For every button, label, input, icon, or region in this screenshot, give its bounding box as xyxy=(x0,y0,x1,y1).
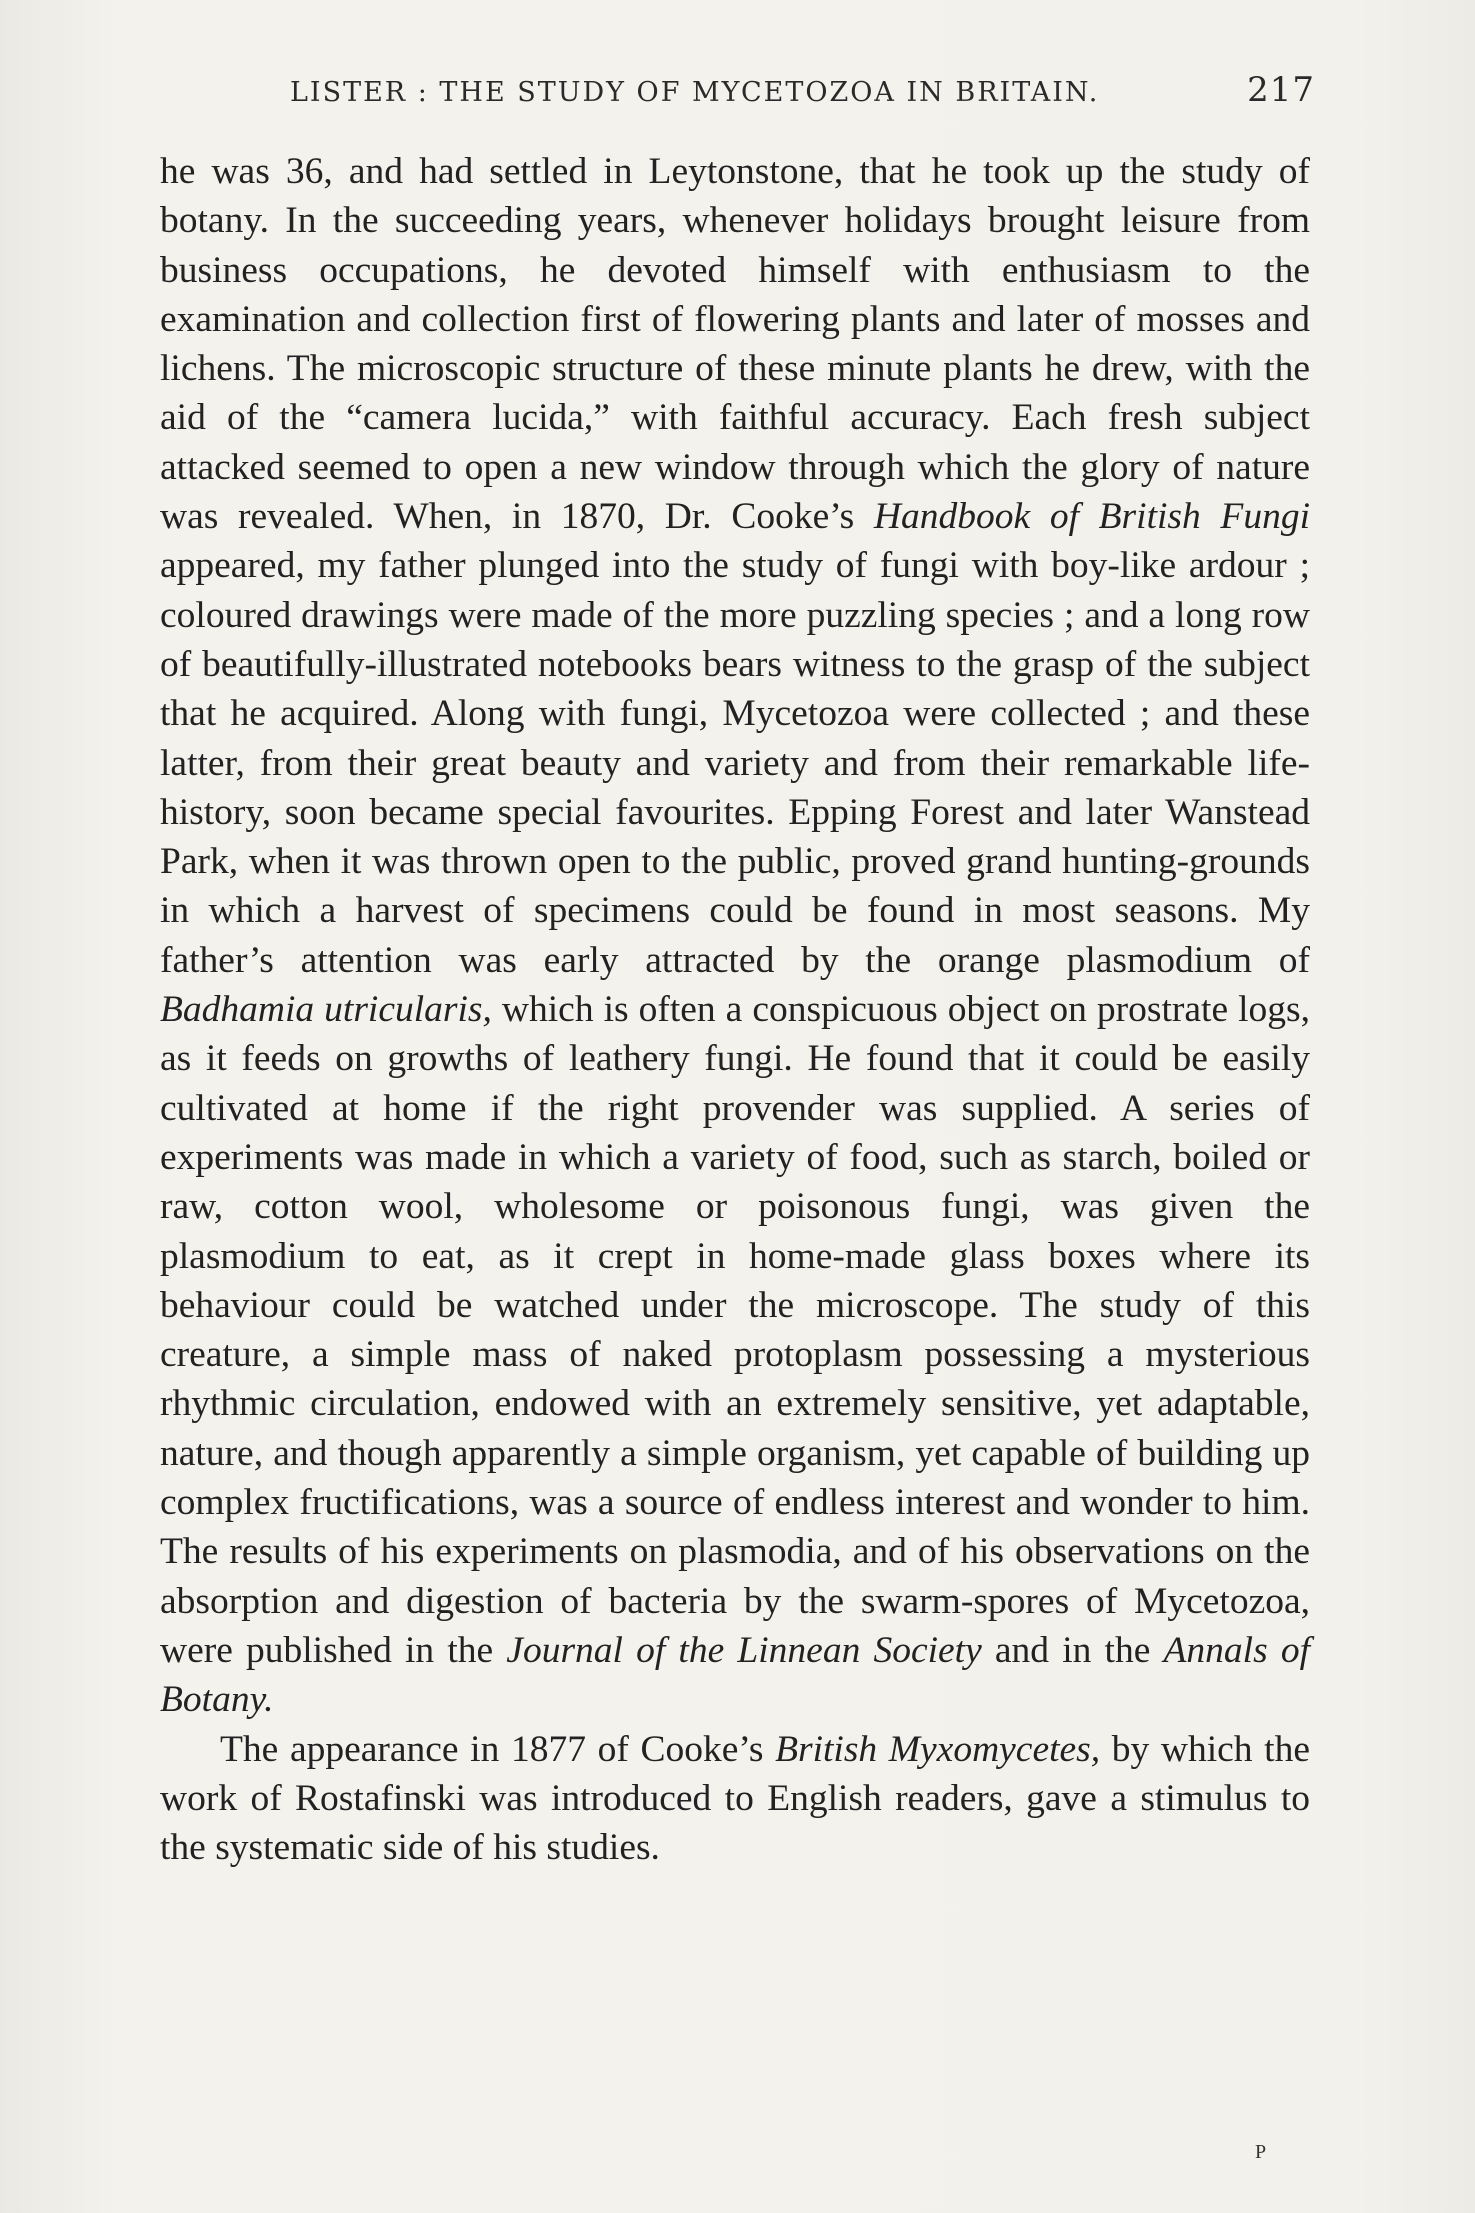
text-run: by which the work of Rostafinski was introduced to English readers, gave a stimulus to the systematic side of his studies. xyxy=(160,1728,1310,1869)
italic-title: British Myxomycetes, xyxy=(775,1728,1101,1770)
text-run: which is often a conspicuous object on prostrate logs, as it feeds on growths of leathery fungi. He found that it could be easily cultivated at home if the right provender was supplied. A series of experiments was made in which a variety of food, such as starch, boiled or raw, cotton wool, wholesome or poisonous fungi, was given the plasmodium to eat, as it crept in home-made glass boxes where its behaviour could be watched under the microscope. The study of this creature, a simple mass of naked protoplasm possessing a mysterious rhythmic circulation, endowed with an extremely sensitive, yet adaptable, nature, and though apparently a simple organism, yet capable of building up complex fructifications, was a source of endless interest and wonder to him. The results of his experiments on plasmodia, and of his observations on the absorption and digestion of bacteria by the swarm-spores of Mycetozoa, were published in the xyxy=(160,989,1310,1671)
paragraph xyxy=(160,1725,1310,1873)
text-run: The appearance in 1877 of Cooke’s xyxy=(220,1728,776,1770)
running-title: LISTER : THE STUDY OF MYCETOZOA IN BRITAIN. xyxy=(290,77,1100,108)
text-run: he was 36, and had settled in Leytonstone, that he took up the study of botany. In the succeeding years, whenever holidays brought leisure from business occupations, he devoted himself with enthusiasm to the examination and collection first of flowering plants and later of mosses and lichens. The microscopic structure of these minute plants he drew, with the aid of the “camera lucida,” with faithful accuracy. Each fresh subject attacked seemed to open a new window through which the glory of nature was revealed. When, in 1870, Dr. Cooke’s xyxy=(160,151,1310,538)
signature-mark: P xyxy=(1255,2141,1267,2163)
page-number: 217 xyxy=(1247,70,1315,110)
running-head xyxy=(290,70,1315,110)
italic-title: Badhamia utricularis, xyxy=(160,989,492,1031)
italic-title: Journal of the Linnean Society xyxy=(506,1629,982,1671)
italic-title: Annals of Botany. xyxy=(160,1629,1310,1721)
italic-title: Handbook of British Fungi xyxy=(873,496,1310,538)
body-text xyxy=(160,147,1310,1872)
text-run: appeared, my father plunged into the study of fungi with boy-like ardour ; coloured drawings were made of the more puzzling species ; and a long row of beautifully-illustrated notebooks bears witness to the grasp of the subject that he acquired. Along with fungi, Mycetozoa were collected ; and these latter, from their great beauty and variety and from their remarkable life-history, soon became special favourites. Epping Forest and later Wanstead Park, when it was thrown open to the public, proved grand hunting-grounds in which a harvest of specimens could be found in most seasons. My father’s attention was early attracted by the orange plasmodium of xyxy=(160,545,1310,981)
paragraph xyxy=(160,147,1310,1725)
text-run: and in the xyxy=(981,1629,1164,1671)
